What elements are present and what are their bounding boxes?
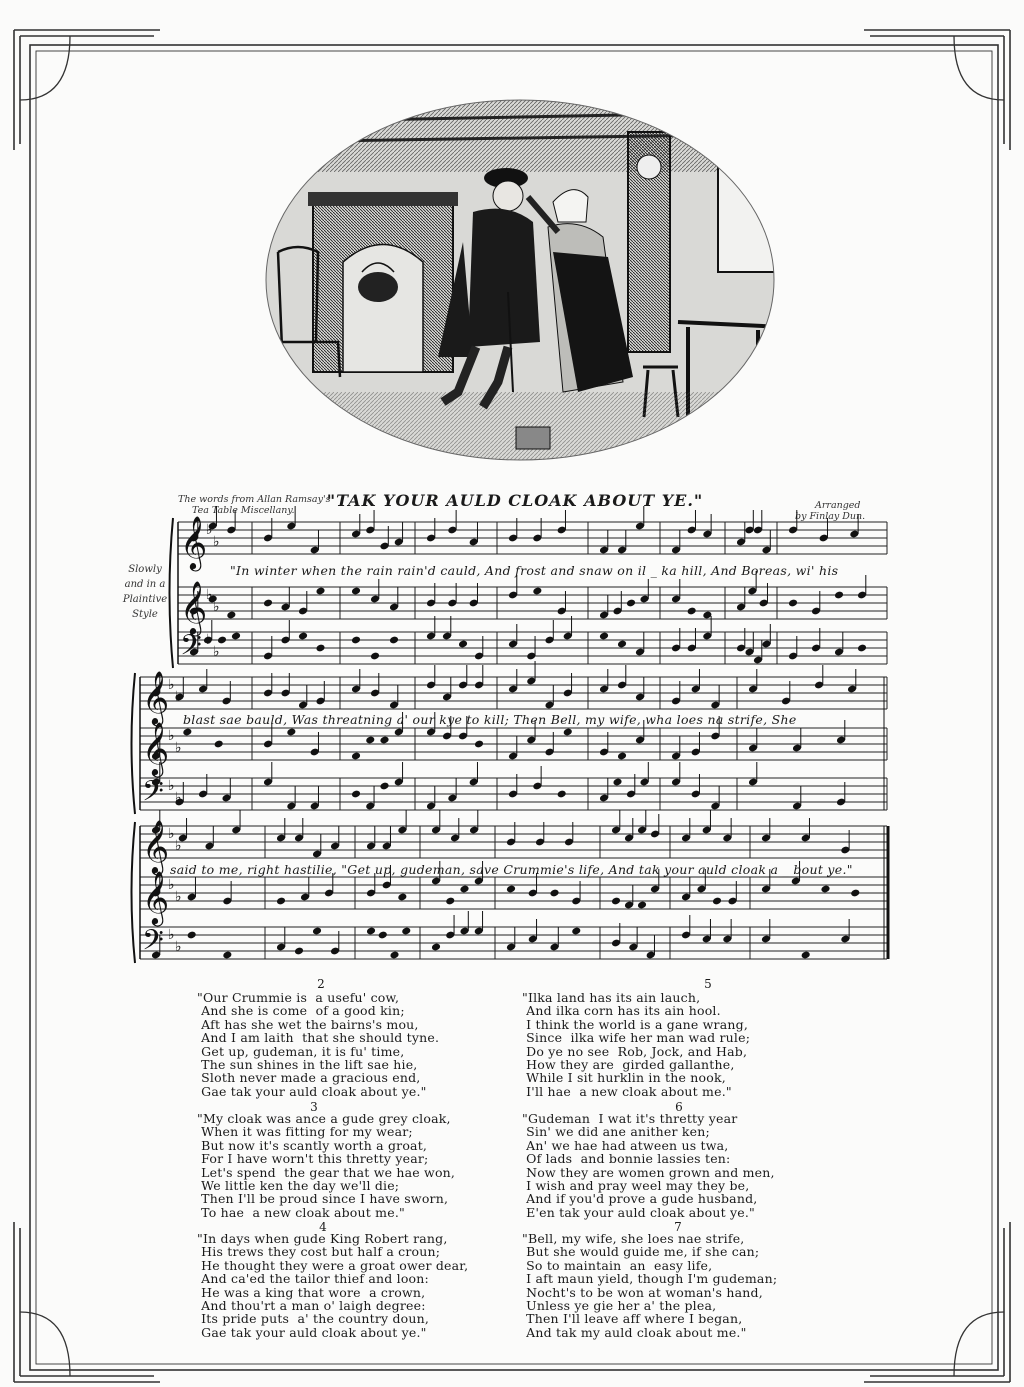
- note-head: [312, 927, 322, 936]
- note-head: [365, 736, 375, 745]
- lyric-line: blast sae bauld, Was threatning a' our kye to kill; Then Bell, my wife, wha loes na strife, She: [183, 712, 797, 727]
- note-head: [315, 644, 325, 653]
- note-head: [389, 636, 399, 645]
- words-credit-line: Tea Table Miscellany.: [192, 505, 295, 516]
- bass-clef-icon: 𝄢: [180, 629, 202, 669]
- note-head: [351, 587, 361, 596]
- flat-icon: ♭: [213, 534, 220, 550]
- flat-icon: ♭: [206, 587, 213, 603]
- note-head: [532, 587, 542, 596]
- verse-text: "Ilka land has its ain lauch, And ilka corn has its ain hool. I think the world is a gane wrang, Since ilka wife her man wad rule; Do ye no see Rob, Jock, and Hab, How they are girded gallanthe, While I sit hurklin in the nook, I'll hae a new cloak about me.": [522, 990, 751, 1099]
- arranged-credit-line: Arranged: [815, 500, 861, 511]
- note-head: [231, 632, 241, 641]
- flat-icon: ♭: [168, 826, 175, 842]
- verse-text: "Gudeman I wat it's thretty year Sin' we did ane anither ken; An' we hae had atween us twa, Of lads and bonnie lassies ten: Now they are women grown and men, I wish and pray weel may they be, And if you'd prove a gude husband, E'en tak your auld cloak about ye.": [522, 1111, 775, 1220]
- note-head: [557, 790, 567, 799]
- words-credit-line: The words from Allan Ramsay's: [178, 494, 331, 505]
- tempo-line: and in a: [124, 579, 166, 590]
- note-head: [687, 607, 697, 616]
- flat-icon: ♭: [168, 927, 175, 943]
- tempo-line: Style: [132, 609, 158, 620]
- treble-clef-icon: 𝄞: [142, 819, 170, 873]
- system-bracket: [170, 518, 174, 668]
- note-head: [214, 740, 224, 749]
- arranged-credit-line: by Finlay Dun.: [795, 511, 866, 522]
- flat-icon: ♭: [206, 632, 213, 648]
- note-head: [397, 893, 407, 902]
- note-head: [611, 897, 621, 906]
- note-head: [571, 927, 581, 936]
- note-head: [563, 728, 573, 737]
- flat-icon: ♭: [175, 790, 182, 806]
- verse-number: 5: [704, 977, 712, 991]
- note-head: [549, 889, 559, 898]
- note-head: [401, 927, 411, 936]
- flat-icon: ♭: [175, 838, 182, 854]
- note-head: [612, 778, 622, 787]
- note-head: [626, 599, 636, 608]
- system-bracket: [132, 673, 136, 814]
- note-head: [445, 897, 455, 906]
- verse-number: 3: [310, 1100, 318, 1114]
- lyric-line: "In winter when the rain rain'd cauld, And frost and snaw on il _ ka hill, And Boreas, wi' his: [230, 563, 839, 578]
- note-head: [857, 644, 867, 653]
- flat-icon: ♭: [168, 728, 175, 744]
- treble-clef-icon: 𝄞: [142, 870, 170, 924]
- treble-clef-icon: 𝄞: [142, 721, 170, 775]
- lyric-line: said to me, right hastilie, "Get up, gudeman, save Crummie's life, And tak your auld cloak a _ bout ye.": [170, 862, 853, 877]
- note-head: [294, 947, 304, 956]
- note-head: [389, 951, 399, 960]
- flat-icon: ♭: [168, 877, 175, 893]
- note-head: [298, 632, 308, 641]
- note-head: [222, 951, 232, 960]
- note-head: [820, 885, 830, 894]
- flat-icon: ♭: [168, 677, 175, 693]
- note-head: [599, 632, 609, 641]
- verse-text: "Our Crummie is a usefu' cow, And she is come of a good kin; Aft has she wet the bairns's mou, And I am laith that she should tyne. Get up, gudeman, it is fu' time, The sun shines in the lift sae hie, Sloth never made a gracious end, Gae tak your auld cloak about ye.": [197, 990, 440, 1099]
- note-head: [276, 897, 286, 906]
- note-head: [712, 897, 722, 906]
- note-head: [351, 636, 361, 645]
- flat-icon: ♭: [206, 522, 213, 538]
- note-head: [286, 728, 296, 737]
- verse-text: "Bell, my wife, she loes nae strife, But she would guide me, if she can; So to maintain an easy life, I aft maun yield, though I'm gudeman; Nocht's to be won at woman's hand, Unless ye gie her a' the plea, Then I'll leave aff where I began, And tak my auld cloak about me.": [522, 1231, 778, 1340]
- treble-clef-icon: 𝄞: [142, 670, 170, 724]
- note-head: [315, 587, 325, 596]
- note-head: [366, 927, 376, 936]
- note-head: [351, 752, 361, 761]
- verse-text: "My cloak was ance a gude grey cloak, When it was fitting for my wear; But now it's scantly worth a groat, For I have worn't this thretty year; Let's spend the gear that we hae won, We little ken the day we'll die; Then I'll be proud since I have sworn, To hae a new cloak about me.": [197, 1111, 456, 1220]
- note-head: [801, 951, 811, 960]
- note-head: [458, 640, 468, 649]
- tempo-line: Slowly: [128, 564, 162, 575]
- verse-number: 7: [674, 1220, 682, 1234]
- tempo-line: Plaintive: [122, 594, 168, 605]
- bass-clef-icon: 𝄢: [142, 924, 164, 964]
- verse-number: 4: [319, 1220, 327, 1234]
- note-head: [187, 931, 197, 940]
- note-head: [474, 740, 484, 749]
- note-head: [351, 790, 361, 799]
- flat-icon: ♭: [175, 740, 182, 756]
- note-head: [226, 611, 236, 620]
- note-head: [370, 652, 380, 661]
- verse-number: 2: [317, 977, 325, 991]
- note-head: [788, 599, 798, 608]
- flat-icon: ♭: [175, 889, 182, 905]
- note-head: [431, 943, 441, 952]
- flat-icon: ♭: [213, 599, 220, 615]
- flat-icon: ♭: [175, 689, 182, 705]
- flat-icon: ♭: [175, 939, 182, 955]
- note-head: [637, 901, 647, 910]
- note-head: [379, 782, 389, 791]
- treble-clef-icon: 𝄞: [180, 580, 208, 634]
- note-head: [617, 752, 627, 761]
- note-head: [379, 736, 389, 745]
- note-head: [506, 885, 516, 894]
- song-title: "TAK YOUR AULD CLOAK ABOUT YE.": [326, 491, 704, 510]
- note-head: [834, 591, 844, 600]
- note-head: [850, 889, 860, 898]
- flat-icon: ♭: [168, 778, 175, 794]
- treble-clef-icon: 𝄞: [180, 515, 208, 569]
- flat-icon: ♭: [213, 644, 220, 660]
- verse-text: "In days when gude King Robert rang, His trews they cost but half a croun; He thought they were a groat ower dear, And ca'ed the tailor thief and loon: He was a king that wore a crown, And thou'rt a man o' laigh degree: Its pride puts a' the country doun, Gae tak your auld cloak about ye.": [197, 1231, 469, 1340]
- note-head: [182, 728, 192, 737]
- system-bracket: [132, 822, 136, 963]
- note-head: [617, 640, 627, 649]
- note-head: [378, 931, 388, 940]
- note-head: [263, 599, 273, 608]
- bass-clef-icon: 𝄢: [142, 775, 164, 815]
- note-head: [459, 885, 469, 894]
- verse-number: 6: [675, 1100, 683, 1114]
